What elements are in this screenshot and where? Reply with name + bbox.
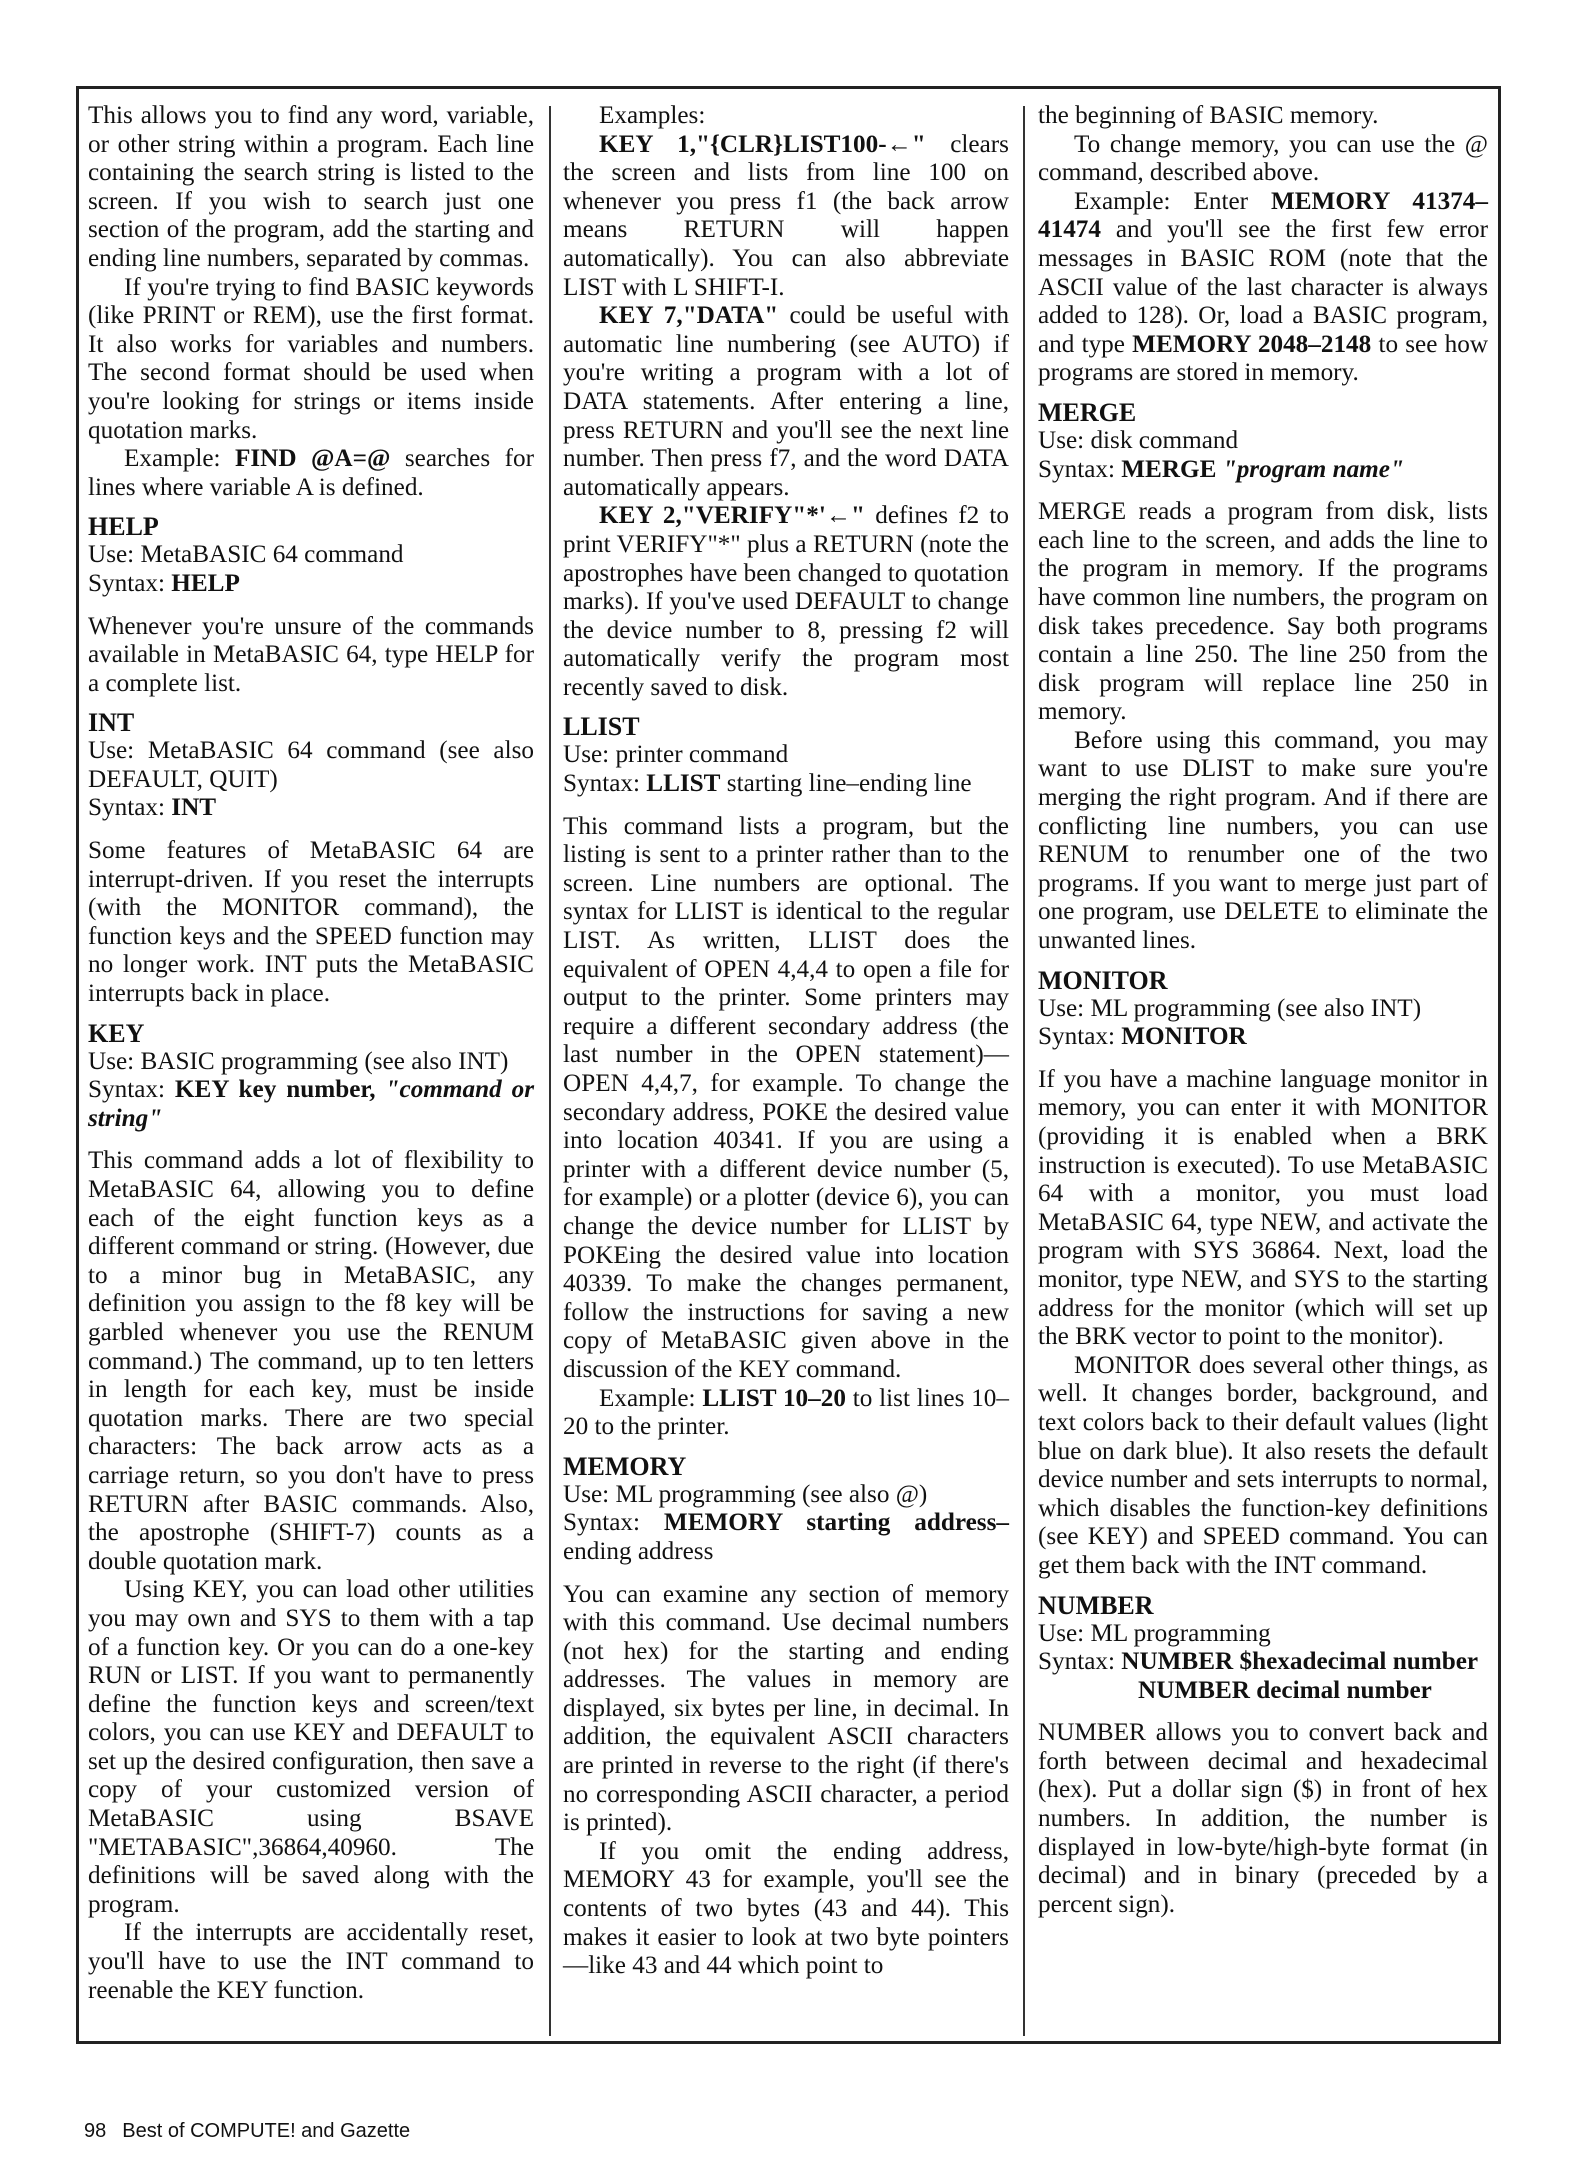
memory-syntax: Syntax: MEMORY starting address–ending address (563, 1509, 1009, 1565)
merge-description: MERGE reads a program from disk, lists each line to the screen, and adds the line to the program in memory. If the programs have common line numbers, the program on disk takes precedence. Say both programs contain a line 250. The line 250 from the disk program will replace line 250 in memory. (1038, 498, 1488, 726)
memory-continued: the beginning of BASIC memory. (1038, 102, 1379, 129)
page-number: 98 (84, 2120, 107, 2142)
find-description: This allows you to find any word, variable, or other string within a program. Each line containing the search string is listed to the screen. If you wish to search just one section of the program, add the starting and ending line numbers, separated by commas. (88, 102, 534, 272)
help-syntax: Syntax: HELP (88, 569, 240, 597)
key-description: This command adds a lot of flexibility to MetaBASIC 64, allowing you to define each of the eight function keys as a different command or string. (However, due to a minor bug in MetaBASIC, any definition you assign to the f8 key will be garbled whenever you use the RENUM command.) The command, up to ten letters in length for each key, must be inside quotation marks. There are two special characters: The back arrow acts as a carriage return, so you don't have to press RETURN after BASIC commands. Also, the apostrophe (SHIFT-7) counts as a double quotation mark. (88, 1147, 534, 1575)
key-heading: KEY (88, 1018, 145, 1048)
key-example-2: KEY 7,"DATA" could be useful with automatic line numbering (see AUTO) if you're writing a program with a lot of DATA statements. After entering a line, press RETURN and you'll see the next line number. Then press f7, and the word DATA automatically appears. (563, 302, 1009, 501)
memory-ending-address-paragraph: If you omit the ending address, MEMORY 43 for example, you'll see the contents of two bytes (43 and 44). This makes it easier to look at two byte pointers—like 43 and 44 which point to (563, 1837, 1009, 1980)
page-footer (84, 2120, 410, 2143)
merge-use: Use: disk command (1038, 426, 1239, 454)
number-heading: NUMBER (1038, 1590, 1154, 1620)
memory-change-paragraph: To change memory, you can use the @ command, described above. (1038, 130, 1488, 187)
merge-heading: MERGE (1038, 397, 1137, 427)
monitor-effects-paragraph: MONITOR does several other things, as well. It changes border, background, and text colors back to their default values (light blue on dark blue). It also resets the default device number and sets interrupts to normal, which disables the function-key definitions (see KEY) and SPEED command. You can get them back with the INT command. (1038, 1351, 1488, 1579)
find-example: Example: FIND @A=@ searches for lines where variable A is defined. (88, 445, 534, 501)
find-keywords-paragraph: If you're trying to find BASIC keywords (like PRINT or REM), use the first format. It also works for variables and numbers. The second format should be used when you're looking for strings or items inside quotation marks. (88, 273, 534, 444)
int-syntax: Syntax: INT (88, 794, 217, 822)
column-1 (88, 102, 534, 2005)
key-interrupts-paragraph: If the interrupts are accidentally reset, you'll have to use the INT command to reenable the KEY function. (88, 1919, 534, 2004)
publication-title: Best of COMPUTE! and Gazette (122, 2120, 411, 2142)
llist-description: This command lists a program, but the listing is sent to a printer rather than to the screen. Line numbers are optional. The syntax for LLIST is identical to the regular LIST. As written, LLIST does the equivalent of OPEN 4,4,4 to open a file for output to the printer. Some printers may require a different secondary address (the last number in the OPEN statement)—OPEN 4,4,7, for example. To change the secondary address, POKE the desired value into location 40341. If you are using a printer with a different device number (5, for example) or a plotter (device 6), you can change the device number for LLIST by POKEing the desired value into location 40339. To make the changes permanent, follow the instructions for saving a new copy of MetaBASIC given above in the discussion of the KEY command. (563, 812, 1009, 1383)
key-example-3: KEY 2,"VERIFY"*'←" defines f2 to print VERIFY"*" plus a RETURN (note the apostrophes have been changed to quotation marks). If you've used DEFAULT to change the device number to 8, pressing f2 will automatically verify the program most recently saved to disk. (563, 502, 1009, 701)
monitor-use: Use: ML programming (see also INT) (1038, 994, 1422, 1022)
key-syntax: Syntax: KEY key number, "command or string" (88, 1076, 535, 1132)
column-rule-1 (549, 106, 551, 2036)
number-syntax-1: Syntax: NUMBER $hexadecimal number (1038, 1648, 1479, 1676)
number-use: Use: ML programming (1038, 1619, 1271, 1647)
llist-example: Example: LLIST 10–20 to list lines 10–20 to the printer. (563, 1384, 1009, 1441)
memory-example: Example: Enter MEMORY 41374–41474 and you'll see the first few error messages in BASIC ROM (note that the ASCII value of the last character is always added to 128). Or, load a BASIC program, and type MEMORY 2048–2148 to see how programs are stored in memory. (1038, 187, 1489, 387)
number-syntax-2: NUMBER decimal number (1138, 1676, 1432, 1704)
help-use: Use: MetaBASIC 64 command (88, 541, 404, 569)
int-use: Use: MetaBASIC 64 command (see also DEFAULT, QUIT) (88, 737, 534, 793)
llist-syntax: Syntax: LLIST starting line–ending line (563, 770, 972, 798)
column-3 (1038, 102, 1488, 1919)
column-rule-2 (1023, 106, 1025, 2036)
help-description: Whenever you're unsure of the commands available in MetaBASIC 64, type HELP for a complete list. (88, 612, 534, 697)
monitor-heading: MONITOR (1038, 965, 1168, 995)
monitor-description: If you have a machine language monitor in memory, you can enter it with MONITOR (providing it is enabled when a BRK instruction is executed). To use MetaBASIC 64 with a monitor, you must load MetaBASIC 64, type NEW, and activate the program with SYS 36864. Next, load the monitor, type NEW, and SYS to the starting address for the monitor (which will set up the BRK vector to point to the monitor). (1038, 1065, 1488, 1351)
merge-dlist-paragraph: Before using this command, you may want to use DLIST to make sure you're merging the right program. And if there are conflicting line numbers, you can use RENUM to renumber one of the two programs. If you want to merge just part of one program, use DELETE to eliminate the unwanted lines. (1038, 726, 1488, 955)
memory-use: Use: ML programming (see also @) (563, 1480, 928, 1508)
merge-syntax: Syntax: MERGE "program name" (1038, 455, 1404, 483)
number-description: NUMBER allows you to convert back and forth between decimal and hexadecimal (hex). Put a dollar sign ($) in front of hex numbers. In addition, the number is displayed in low-byte/high-byte format (in decimal) and in binary (preceded by a percent sign). (1038, 1719, 1488, 1918)
monitor-syntax: Syntax: MONITOR (1038, 1023, 1247, 1051)
key-use: Use: BASIC programming (see also INT) (88, 1047, 509, 1075)
memory-heading: MEMORY (563, 1451, 687, 1481)
llist-heading: LLIST (563, 712, 640, 742)
examples-label: Examples: (599, 102, 706, 129)
int-heading: INT (88, 708, 135, 738)
int-description: Some features of MetaBASIC 64 are interrupt-driven. If you reset the interrupts (with the MONITOR command), the function keys and the SPEED function may no longer work. INT puts the MetaBASIC interrupts back in place. (88, 837, 534, 1008)
key-example-1: KEY 1,"{CLR}LIST100-←" clears the screen and lists from line 100 on whenever you press f1 (the back arrow means RETURN will happen automatically). You can also abbreviate LIST with L SHIFT-I. (563, 130, 1009, 301)
help-heading: HELP (88, 512, 159, 542)
llist-use: Use: printer command (563, 741, 789, 769)
memory-description: You can examine any section of memory with this command. Use decimal numbers (not hex) for the starting and ending addresses. The values in memory are displayed, six bytes per line, in decimal. In addition, the equivalent ASCII characters are printed in reverse to the right (if there's no corresponding ASCII character, a period is printed). (563, 1580, 1009, 1837)
column-2 (563, 102, 1009, 1981)
key-usage-paragraph: Using KEY, you can load other utilities you may own and SYS to them with a tap of a function key. Or you can do a one-key RUN or LIST. If you want to permanently define the function keys and screen/text colors, you can use KEY and DEFAULT to set up the desired configuration, then save a copy of your customized version of MetaBASIC using BSAVE "METABASIC",36864,40960. The definitions will be saved along with the program. (88, 1576, 534, 1918)
